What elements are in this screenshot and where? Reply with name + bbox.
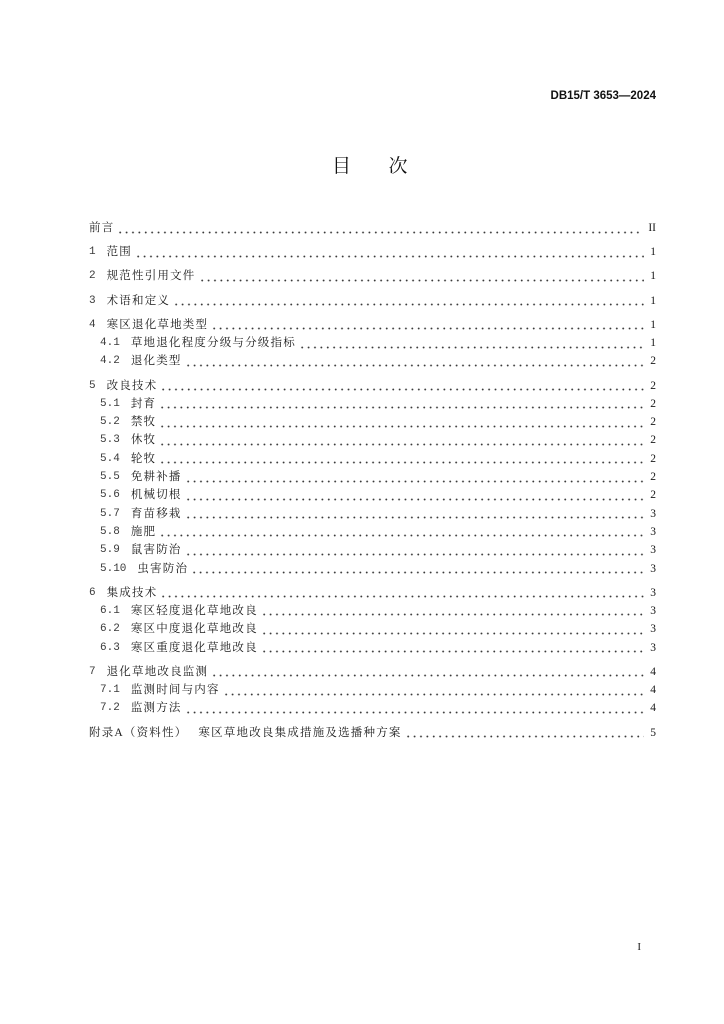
- dot-leader: [159, 452, 644, 466]
- toc-entry-title: 寒区轻度退化草地改良: [130, 604, 258, 617]
- toc-entry-number: 5.4: [100, 452, 120, 465]
- toc-entry-page: 3: [650, 562, 656, 575]
- toc-entry-appendix-label: 附录A（资料性）: [89, 726, 188, 739]
- toc-entry-4-1[interactable]: [89, 336, 656, 350]
- toc-entry-title: 寒区中度退化草地改良: [130, 623, 258, 636]
- dot-leader: [185, 701, 645, 715]
- toc-entry-5-3[interactable]: [89, 433, 656, 447]
- toc-entry-title: 术语和定义: [106, 294, 171, 307]
- toc-entry-4-2[interactable]: [89, 354, 656, 368]
- toc-entry-title: 轮牧: [130, 452, 157, 465]
- toc-entry-number: 2: [89, 270, 96, 283]
- toc-entry-7[interactable]: [89, 665, 656, 679]
- toc-entry-page: 4: [650, 684, 656, 697]
- toc-entry-number: 5: [89, 379, 96, 392]
- toc-entry-number: 6: [89, 586, 96, 599]
- toc-entry-number: 5.10: [100, 562, 127, 575]
- dot-leader: [261, 641, 644, 655]
- standard-code: DB15/T 3653—2024: [550, 90, 656, 102]
- toc-entry-number: 4: [89, 318, 96, 331]
- toc-entry-page: 1: [650, 318, 656, 331]
- page-title: 目次: [332, 155, 446, 177]
- toc-entry-title: 寒区重度退化草地改良: [130, 641, 258, 654]
- toc-entry-page: 3: [650, 525, 656, 538]
- dot-leader: [159, 433, 644, 447]
- dot-leader: [185, 543, 645, 557]
- toc-entry-title: 范围: [106, 246, 133, 259]
- dot-leader: [261, 604, 644, 618]
- toc-entry-number: 4.2: [100, 355, 120, 368]
- toc-entry-foreword[interactable]: [89, 221, 656, 235]
- toc-entry-page: 1: [650, 294, 656, 307]
- toc-entry-title: 封育: [130, 397, 157, 410]
- toc-entry-number: 4.1: [100, 337, 120, 350]
- toc-entry-number: 6.2: [100, 623, 120, 636]
- toc-entry-page: 3: [650, 544, 656, 557]
- toc-entry-5-9[interactable]: [89, 543, 656, 557]
- toc-entry-4[interactable]: [89, 318, 656, 332]
- dot-leader: [117, 221, 642, 235]
- toc-entry-page: 3: [650, 641, 656, 654]
- toc-entry-title: 育苗移栽: [130, 507, 182, 520]
- dot-leader: [223, 683, 645, 697]
- toc-entry-number: 3: [89, 294, 96, 307]
- toc-entry-6-1[interactable]: [89, 604, 656, 618]
- toc-entry-5-6[interactable]: [89, 488, 656, 502]
- toc-entry-number: 7.2: [100, 702, 120, 715]
- toc-entry-page: 2: [650, 416, 656, 429]
- dot-leader: [173, 294, 644, 308]
- toc-entry-number: 5.5: [100, 471, 120, 484]
- toc-entry-title: 休牧: [130, 434, 157, 447]
- toc-entry-title: 前言: [89, 222, 115, 234]
- toc-entry-number: 5.6: [100, 489, 120, 502]
- toc-entry-title: 规范性引用文件: [106, 270, 196, 283]
- toc-entry-page: 2: [650, 452, 656, 465]
- toc-entry-5-1[interactable]: [89, 397, 656, 411]
- dot-leader: [159, 525, 644, 539]
- toc-entry-number: 7.1: [100, 684, 120, 697]
- dot-leader: [191, 562, 644, 576]
- toc-entry-5[interactable]: [89, 379, 656, 393]
- toc-entry-title: 机械切根: [130, 489, 182, 502]
- toc-entry-page: 3: [650, 623, 656, 636]
- toc-entry-page: II: [648, 222, 656, 234]
- toc-entry-2[interactable]: [89, 269, 656, 283]
- toc-entry-7-1[interactable]: [89, 683, 656, 697]
- toc-entry-5-10[interactable]: [89, 562, 656, 576]
- toc-entry-page: 2: [650, 434, 656, 447]
- toc-entry-5-5[interactable]: [89, 470, 656, 484]
- dot-leader: [159, 415, 644, 429]
- toc-entry-title: 退化类型: [130, 355, 182, 368]
- toc-entry-number: 1: [89, 246, 96, 259]
- toc-entry-6-3[interactable]: [89, 641, 656, 655]
- dot-leader: [135, 245, 644, 259]
- page-number: I: [637, 941, 641, 953]
- toc-entry-page: 2: [650, 489, 656, 502]
- dot-leader: [299, 336, 644, 350]
- toc-entry-page: 3: [650, 604, 656, 617]
- toc-entry-number: 5.3: [100, 434, 120, 447]
- dot-leader: [185, 507, 645, 521]
- toc-entry-number: 5.1: [100, 397, 120, 410]
- toc-entry-number: 5.7: [100, 507, 120, 520]
- toc-entry-6[interactable]: [89, 586, 656, 600]
- toc-entry-page: 3: [650, 586, 656, 599]
- dot-leader: [160, 379, 644, 393]
- toc-entry-title: 免耕补播: [130, 471, 182, 484]
- toc-entry-page: 2: [650, 355, 656, 368]
- toc-entry-number: 5.9: [100, 544, 120, 557]
- toc-entry-number: 6.3: [100, 641, 120, 654]
- toc-entry-number: 5.8: [100, 525, 120, 538]
- toc-entry-page: 5: [650, 726, 656, 739]
- dot-leader: [211, 318, 644, 332]
- dot-leader: [405, 726, 645, 740]
- toc-entry-title: 寒区草地改良集成措施及选播种方案: [198, 726, 402, 739]
- toc-entry-page: 2: [650, 471, 656, 484]
- toc-entry-page: 3: [650, 507, 656, 520]
- toc-entry-7-2[interactable]: [89, 701, 656, 715]
- toc-entry-page: 4: [650, 665, 656, 678]
- toc-entry-title: 禁牧: [130, 416, 157, 429]
- dot-leader: [185, 470, 645, 484]
- toc-entry-6-2[interactable]: [89, 622, 656, 636]
- toc-entry-page: 4: [650, 702, 656, 715]
- toc-entry-1[interactable]: [89, 245, 656, 259]
- toc-entry-title: 集成技术: [106, 586, 158, 599]
- toc-entry-number: 6.1: [100, 604, 120, 617]
- toc-entry-page: 2: [650, 397, 656, 410]
- dot-leader: [160, 586, 644, 600]
- toc-entry-page: 1: [650, 337, 656, 350]
- toc-entry-title: 监测方法: [130, 702, 182, 715]
- toc-entry-5-7[interactable]: [89, 507, 656, 521]
- dot-leader: [185, 488, 645, 502]
- toc-entry-title: 鼠害防治: [130, 544, 182, 557]
- toc-entry-page: 1: [650, 270, 656, 283]
- dot-leader: [211, 665, 644, 679]
- toc-entry-number: 5.2: [100, 416, 120, 429]
- toc-entry-5-4[interactable]: [89, 452, 656, 466]
- table-of-contents: [89, 221, 656, 740]
- toc-entry-title: 监测时间与内容: [130, 684, 220, 697]
- toc-entry-number: 7: [89, 665, 96, 678]
- dot-leader: [185, 354, 645, 368]
- toc-entry-title: 退化草地改良监测: [106, 665, 209, 678]
- toc-entry-5-2[interactable]: [89, 415, 656, 429]
- toc-entry-title: 草地退化程度分级与分级指标: [130, 337, 296, 350]
- toc-entry-page: 1: [650, 246, 656, 259]
- toc-entry-title: 虫害防治: [137, 562, 189, 575]
- toc-entry-3[interactable]: [89, 294, 656, 308]
- toc-entry-title: 改良技术: [106, 379, 158, 392]
- toc-entry-5-8[interactable]: [89, 525, 656, 539]
- toc-entry-title: 寒区退化草地类型: [106, 318, 209, 331]
- dot-leader: [159, 397, 644, 411]
- toc-entry-appendix-a[interactable]: [89, 726, 656, 740]
- toc-entry-title: 施肥: [130, 525, 157, 538]
- dot-leader: [261, 622, 644, 636]
- dot-leader: [199, 269, 645, 283]
- toc-entry-page: 2: [650, 379, 656, 392]
